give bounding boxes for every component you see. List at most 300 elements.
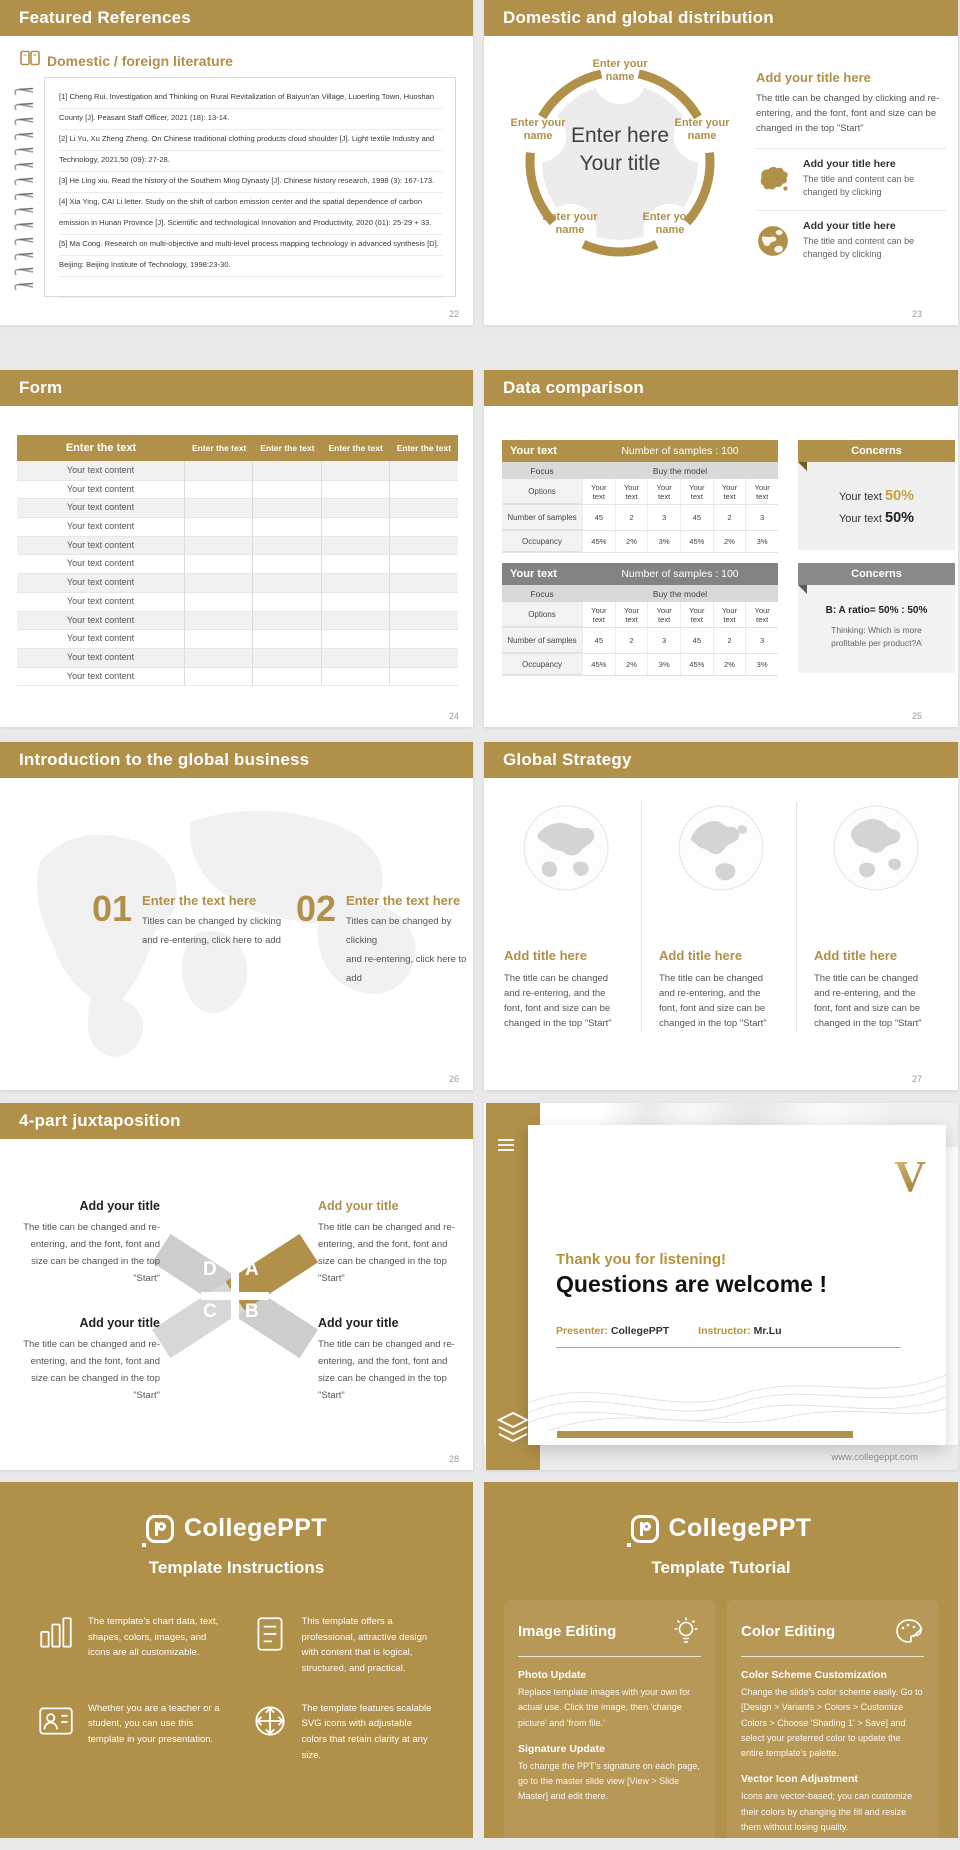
form-header-cell: Enter the text: [328, 443, 383, 453]
form-cell-empty: [390, 648, 458, 668]
globe-icon: [832, 804, 920, 892]
reference-line: [3] He Ling xiu. Read the history of the Southern Ming Dynasty [J]. Chinese history research, 1998 (3): 167-173.: [59, 172, 443, 193]
form-table-row: [17, 629, 458, 648]
instruction-item: [250, 1701, 438, 1764]
form-cell-empty: [253, 536, 321, 556]
cmp-value-cell: 3: [745, 505, 778, 530]
quadrant: [318, 1199, 464, 1287]
reference-line: [4] Xia Ying, CAI Li letter. Study on the shift of carbon emission center and the spatial dependence of carbon: [59, 193, 443, 214]
slide-29-thank-you[interactable]: [484, 1103, 958, 1470]
spiral-ring-icon: [12, 279, 36, 290]
section-heading-label: Domestic / foreign literature: [47, 52, 233, 69]
cmp-col1-label: Your text: [510, 445, 557, 457]
instruction-item: [250, 1614, 438, 1677]
distribution-items: [756, 148, 946, 270]
distribution-item: [756, 210, 946, 270]
slide-title-bar: [0, 370, 473, 406]
comparison-table-1: [502, 440, 778, 553]
cmp-value-cell: 3: [647, 628, 680, 653]
cmp-table-header: [502, 440, 778, 462]
spiral-ring-icon: [12, 174, 36, 185]
cmp-row-label: Number of samples: [502, 628, 582, 653]
cmp-col1-label: Your text: [510, 568, 557, 580]
form-cell-empty: [253, 573, 321, 593]
form-cell-empty: [322, 667, 390, 687]
form-cell-empty: [185, 592, 253, 612]
form-cell-label: Your text content: [17, 536, 185, 556]
cmp-value-cell: 3: [647, 505, 680, 530]
spiral-binding: [12, 84, 36, 290]
spiral-ring-icon: [12, 219, 36, 230]
petal-label: Enter your name: [510, 117, 566, 142]
form-cell-empty: [390, 554, 458, 574]
form-cell-label: Your text content: [17, 611, 185, 631]
page-number: 26: [448, 1074, 459, 1084]
form-cell-empty: [253, 461, 321, 481]
form-cell-empty: [253, 554, 321, 574]
slide-title: Data comparison: [503, 378, 644, 397]
page-number: 28: [448, 1454, 459, 1464]
cmp-row-label: Options: [502, 602, 582, 627]
brand-name: CollegePPT: [668, 1514, 812, 1542]
cmp-value-cell: 2: [713, 628, 746, 653]
form-cell-label: Your text content: [17, 573, 185, 593]
cmp-value-cell: Your text: [582, 479, 615, 504]
book-icon: [20, 50, 40, 71]
tutorial-card: [504, 1600, 715, 1850]
x-letter: C: [203, 1301, 217, 1322]
form-header-cell: Enter the text: [260, 443, 315, 453]
chart-icon: [36, 1614, 76, 1654]
reference-line: Beijing: Beijing Institute of Technology, 1998:23-30.: [59, 256, 443, 277]
concern-ratio: B: A ratio= 50% : 50%: [825, 605, 928, 616]
cmp-value-cell: 45%: [680, 531, 713, 552]
cmp-value-cell: 3%: [647, 654, 680, 675]
reference-line: [2] Li Yu, Xu Zheng Zheng. On Chinese traditional clothing products cloud shoulder [J]. Light textile Industry and: [59, 130, 443, 151]
spiral-ring-icon: [12, 234, 36, 245]
cmp-value-cell: Your text: [647, 602, 680, 627]
cmp-value-cell: Your text: [680, 602, 713, 627]
form-cell-label: Your text content: [17, 461, 185, 481]
cmp-focus-value: Buy the model: [652, 588, 708, 599]
section-body: Change the slide's color scheme easily. Go to [Design > Variants > Colors > Customize Colors > Choose 'Shading 1' > Save] and select your preferred color to update the entire template's palette.: [741, 1687, 923, 1759]
form-cell-empty: [185, 648, 253, 668]
petal-label: Enter your name: [642, 211, 698, 236]
spiral-ring-icon: [12, 114, 36, 125]
form-cell-empty: [322, 592, 390, 612]
instruction-text: Whether you are a teacher or a student, you can use this template in your presentation.: [88, 1702, 220, 1746]
palette-icon: [894, 1616, 924, 1646]
column-body-line: and re-entering, and the: [814, 988, 916, 999]
cmp-samples-row: [502, 628, 778, 654]
slide-26-global-business[interactable]: [0, 742, 473, 1090]
reference-line-blank: [59, 277, 443, 298]
instruction-text: The template features scalable SVG icons with adjustable colors that retain clarity at any size.: [301, 1702, 432, 1761]
template-instructions-panel: [0, 1482, 473, 1838]
form-header-cell: Enter the text: [396, 443, 452, 453]
form-cell-empty: [390, 517, 458, 537]
document-icon: [250, 1614, 290, 1654]
slide-25-data-comparison[interactable]: [484, 370, 958, 727]
concern-text: Your text: [838, 513, 886, 525]
china-map-icon: [756, 162, 794, 196]
point-line: Titles can be changed by clicking: [346, 916, 452, 946]
card-title: Color Editing: [741, 1622, 836, 1640]
instruction-text: This template offers a professional, attractive design with content that is logical, structured, and practical.: [301, 1616, 428, 1675]
form-cell-empty: [390, 480, 458, 500]
form-cell-empty: [390, 667, 458, 687]
item-title: Add your title here: [803, 220, 896, 232]
cmp-focus-value: Buy the model: [652, 465, 708, 476]
petal-label: Enter your name: [674, 117, 730, 142]
point-body: [346, 912, 473, 988]
item-body: The title and content can be changed by clicking: [803, 236, 915, 259]
slide-27-global-strategy[interactable]: [484, 742, 958, 1090]
distribution-item: [756, 148, 946, 208]
column-body-line: changed in the top "Start": [659, 1018, 767, 1029]
menu-icon: [498, 1139, 514, 1154]
cmp-header-text: Number of samples : 100: [621, 445, 739, 457]
cmp-value-cell: 45%: [680, 654, 713, 675]
cmp-value-cell: 45: [680, 505, 713, 530]
form-cell-empty: [322, 536, 390, 556]
form-table-row: [17, 648, 458, 667]
page-number: 24: [448, 711, 459, 721]
form-table-row: [17, 480, 458, 499]
thank-you-card: [528, 1125, 946, 1445]
concerns-box-2: [798, 563, 955, 673]
slide-28-juxtaposition[interactable]: [0, 1103, 473, 1470]
divider: [741, 1656, 924, 1657]
cmp-value-cell: Your text: [680, 479, 713, 504]
brand-logo: [0, 1482, 473, 1543]
thank-you-line: Thank you for listening!: [556, 1251, 727, 1268]
vector-icon: [250, 1701, 290, 1741]
spiral-ring-icon: [12, 189, 36, 200]
column-body-line: changed in the top "Start": [814, 1018, 922, 1029]
form-cell-empty: [322, 611, 390, 631]
form-cell-empty: [185, 517, 253, 537]
quadrant-body: The title can be changed and re-entering, and the font, font and size can be changed in the top "Start": [23, 1339, 160, 1401]
form-cell-empty: [253, 592, 321, 612]
slide-title-bar: [484, 370, 958, 406]
cmp-occupancy-row: [502, 531, 778, 553]
slide-24-form[interactable]: [0, 370, 473, 727]
point-line: and re-entering, click here to add: [346, 954, 467, 984]
concern-value: 50%: [885, 510, 915, 526]
numbered-point-1: [92, 890, 281, 950]
spiral-ring-icon: [12, 159, 36, 170]
collegeppt-logo-icon: [146, 1515, 174, 1543]
distribution-right-panel: [756, 70, 946, 270]
form-table-row: [17, 517, 458, 536]
form-table-row: [17, 498, 458, 517]
concern-line: [798, 508, 955, 530]
instruction-text: The template's chart data, text, shapes, colors, images, and icons are all customizable.: [88, 1616, 219, 1659]
column-body-line: font, font and size can be: [504, 1003, 611, 1014]
divider: [518, 1656, 701, 1657]
cmp-options-row: [502, 602, 778, 628]
numbered-point-2: [296, 890, 473, 988]
cmp-value-cell: Your text: [647, 479, 680, 504]
concerns-body: [798, 585, 955, 673]
concern-thinking: Thinking: Which is more profitable per product?A: [831, 625, 922, 648]
cmp-value-cell: 45: [582, 628, 615, 653]
form-table-row: [17, 536, 458, 555]
strategy-column: [645, 804, 797, 1031]
form-cell-empty: [253, 629, 321, 649]
form-table-row: [17, 461, 458, 480]
petal-label: Enter your name: [592, 58, 648, 83]
panel-subtitle: Template Tutorial: [651, 1558, 791, 1577]
form-table-row: [17, 573, 458, 592]
instruction-item: [36, 1701, 224, 1764]
reference-line: [5] Ma Cong. Research on multi-objective and multi-level process mapping technology in advanced synthesis [D].: [59, 235, 443, 256]
bulb-icon: [671, 1616, 701, 1646]
spiral-ring-icon: [12, 264, 36, 275]
form-table: [17, 435, 458, 685]
strategy-column: [800, 804, 952, 1031]
card-title: Image Editing: [518, 1622, 617, 1640]
university-v-logo: V: [894, 1152, 926, 1201]
globe-icon: [522, 804, 610, 892]
slide-title: Global Strategy: [503, 750, 632, 769]
form-cell-label: Your text content: [17, 554, 185, 574]
form-cell-empty: [253, 667, 321, 687]
point-line: and re-entering, click here to add: [142, 935, 281, 946]
slide-title: Introduction to the global business: [19, 750, 310, 769]
slide-title: Form: [19, 378, 63, 397]
form-cell-empty: [390, 536, 458, 556]
item-body: The title and content can be changed by clicking: [803, 174, 915, 197]
slide-title-bar: [0, 1103, 473, 1139]
form-cell-empty: [185, 498, 253, 518]
reference-line: County [J]. Peasant Staff Officer, 2021 (18): 13-14.: [59, 109, 443, 130]
point-number: 02: [296, 888, 337, 929]
form-cell-empty: [390, 592, 458, 612]
spiral-ring-icon: [12, 249, 36, 260]
tutorial-cards: [504, 1600, 938, 1850]
panel-title: Add your title here: [756, 70, 871, 85]
cmp-value-cell: 3%: [745, 654, 778, 675]
cmp-focus-label: Focus: [530, 588, 554, 599]
quadrant: [14, 1316, 160, 1404]
cmp-header-text: Number of samples : 100: [621, 568, 739, 580]
cross-divider: [201, 1292, 269, 1300]
quadrant-title: Add your title: [318, 1199, 399, 1213]
form-cell-empty: [390, 573, 458, 593]
cmp-value-cell: 2: [615, 505, 648, 530]
form-cell-empty: [253, 517, 321, 537]
form-cell-empty: [185, 573, 253, 593]
distribution-medallion: [510, 58, 730, 262]
slide-22-featured-references[interactable]: [0, 0, 473, 325]
cmp-row-label: Number of samples: [502, 505, 582, 530]
reference-line: Technology, 2021,50 (09): 27-28.: [59, 151, 443, 172]
spiral-ring-icon: [12, 99, 36, 110]
form-cell-label: Your text content: [17, 498, 185, 518]
form-cell-empty: [390, 498, 458, 518]
x-letter: A: [245, 1259, 259, 1280]
column-body-line: and re-entering, and the: [659, 988, 761, 999]
concerns-title: Concerns: [798, 563, 955, 585]
column-title: Add title here: [659, 948, 743, 963]
form-table-row: [17, 592, 458, 611]
form-cell-empty: [390, 461, 458, 481]
divider: [556, 1347, 901, 1348]
cmp-value-cell: 45%: [582, 654, 615, 675]
spiral-ring-icon: [12, 204, 36, 215]
cmp-row-label: Options: [502, 479, 582, 504]
form-table-body: [17, 461, 458, 685]
form-cell-label: Your text content: [17, 648, 185, 668]
strategy-column: [490, 804, 642, 1031]
cmp-value-cell: Your text: [745, 602, 778, 627]
comparison-table-2: [502, 563, 778, 676]
concern-line: [798, 486, 955, 508]
instruction-item: [36, 1614, 224, 1677]
point-body: [142, 912, 281, 950]
center-line1: Enter here: [570, 124, 670, 147]
section-body: To change the PPT's signature on each page, go to the master slide view [View > Slide Master] and edit there.: [518, 1760, 700, 1802]
form-cell-empty: [322, 573, 390, 593]
section-body: Replace template images with your own for actual use. Click the image, then 'change picture' and 'from file.': [518, 1687, 691, 1728]
section-title: Signature Update: [518, 1742, 605, 1755]
column-body-line: The title can be changed: [814, 973, 919, 984]
presenter-row: [556, 1325, 808, 1337]
spiral-ring-icon: [12, 84, 36, 95]
concern-value: 50%: [885, 488, 915, 504]
column-title: Add title here: [814, 948, 898, 963]
cmp-value-cell: Your text: [615, 479, 648, 504]
item-title: Add your title here: [803, 158, 896, 170]
cmp-samples-row: [502, 505, 778, 531]
concerns-box-1: [798, 440, 955, 550]
form-cell-empty: [185, 667, 253, 687]
column-body-line: and re-entering, and the: [504, 988, 606, 999]
slide-23-distribution[interactable]: [484, 0, 958, 325]
section-title: Photo Update: [518, 1669, 587, 1681]
cmp-value-cell: Your text: [745, 479, 778, 504]
quadrant-body: The title can be changed and re-entering, and the font, font and size can be changed in the top "Start": [318, 1339, 455, 1401]
page-number: 25: [911, 711, 922, 721]
x-letter: D: [203, 1259, 217, 1280]
column-body-line: font, font and size can be: [814, 1003, 921, 1014]
quadrant-title: Add your title: [318, 1316, 399, 1330]
point-line: Titles can be changed by clicking: [142, 916, 282, 927]
cmp-focus-row: [502, 462, 778, 479]
brand-logo: [484, 1482, 958, 1543]
form-cell-empty: [185, 611, 253, 631]
slide-title: 4-part juxtaposition: [19, 1111, 181, 1130]
cmp-value-cell: Your text: [713, 479, 746, 504]
form-cell-empty: [390, 611, 458, 631]
presenter-value: CollegePPT: [610, 1325, 670, 1337]
form-cell-empty: [253, 648, 321, 668]
reference-line: emission in Hunan Province [J]. Scientific and technological Innovation and Productivity, 2020 (01): 25-29 + 33.: [59, 214, 443, 235]
column-body-line: font, font and size can be: [659, 1003, 766, 1014]
cmp-value-cell: Your text: [615, 602, 648, 627]
website-link[interactable]: www.collegeppt.com: [831, 1452, 918, 1463]
slide-title: Domestic and global distribution: [503, 8, 774, 27]
section-body: Icons are vector-based; you can customize their colors by changing the fill and resize them without losing quality.: [741, 1791, 913, 1833]
form-cell-empty: [185, 536, 253, 556]
slide-title-bar: [484, 742, 958, 778]
form-cell-label: Your text content: [17, 629, 185, 649]
cmp-value-cell: 2%: [615, 531, 648, 552]
slide-title-bar: [0, 0, 473, 36]
form-cell-empty: [322, 517, 390, 537]
tutorial-card: [727, 1600, 938, 1850]
form-cell-empty: [322, 480, 390, 500]
quadrant-title: Add your title: [79, 1199, 160, 1213]
spiral-ring-icon: [12, 144, 36, 155]
form-cell-empty: [253, 611, 321, 631]
column-body-line: changed in the top "Start": [504, 1018, 612, 1029]
section-heading: [20, 50, 233, 71]
cmp-row-label: Occupancy: [502, 654, 582, 675]
concern-text: Your text: [838, 491, 886, 503]
globe-icon: [677, 804, 765, 892]
template-tutorial-panel: [484, 1482, 958, 1838]
form-cell-empty: [253, 480, 321, 500]
presenter-label: Presenter:: [556, 1325, 608, 1337]
cmp-value-cell: 45: [680, 628, 713, 653]
form-cell-label: Your text content: [17, 517, 185, 537]
cmp-occupancy-row: [502, 654, 778, 676]
form-table-header: [17, 435, 458, 461]
form-cell-empty: [185, 629, 253, 649]
page-number: 27: [911, 1074, 922, 1084]
form-cell-empty: [185, 554, 253, 574]
questions-line: Questions are welcome !: [556, 1271, 827, 1297]
gold-accent-bar: [557, 1431, 853, 1438]
center-line2: Your title: [579, 152, 661, 175]
panel-body: The title can be changed by clicking and re-entering, and the font, font and size can be changed in the top "Start": [756, 93, 940, 134]
form-cell-empty: [390, 629, 458, 649]
section-title: Vector Icon Adjustment: [741, 1773, 858, 1786]
form-table-row: [17, 554, 458, 573]
divider: [641, 802, 642, 1032]
petal-label: Enter your name: [542, 211, 598, 236]
cmp-focus-label: Focus: [530, 465, 554, 476]
reference-line: [1] Cheng Rui. Investigation and Thinking on Rural Revitalization of Baiyun'an Village, Luoerling Town, Huoshan: [59, 88, 443, 109]
quadrant: [318, 1316, 464, 1404]
cmp-value-cell: 3%: [647, 531, 680, 552]
form-table-row: [17, 667, 458, 686]
globe-icon: [756, 224, 794, 258]
quadrant-title: Add your title: [79, 1316, 160, 1330]
point-heading: Enter the text here: [346, 893, 461, 908]
form-cell-empty: [253, 498, 321, 518]
cmp-value-cell: 3: [745, 628, 778, 653]
point-number: 01: [92, 888, 133, 929]
instructor-value: Mr.Lu: [753, 1325, 782, 1337]
layers-icon: [493, 1409, 533, 1450]
instructor-label: Instructor:: [698, 1325, 751, 1337]
form-table-row: [17, 611, 458, 630]
quadrant-body: The title can be changed and re-entering, and the font, font and size can be changed in the top "Start": [318, 1222, 455, 1284]
form-cell-label: Your text content: [17, 592, 185, 612]
form-cell-empty: [322, 648, 390, 668]
page-number: 23: [911, 309, 922, 319]
cmp-value-cell: 2%: [713, 654, 746, 675]
cmp-row-label: Occupancy: [502, 531, 582, 552]
concerns-title: Concerns: [798, 440, 955, 462]
form-cell-label: Your text content: [17, 480, 185, 500]
slide-title-bar: [0, 742, 473, 778]
cmp-value-cell: 2: [713, 505, 746, 530]
